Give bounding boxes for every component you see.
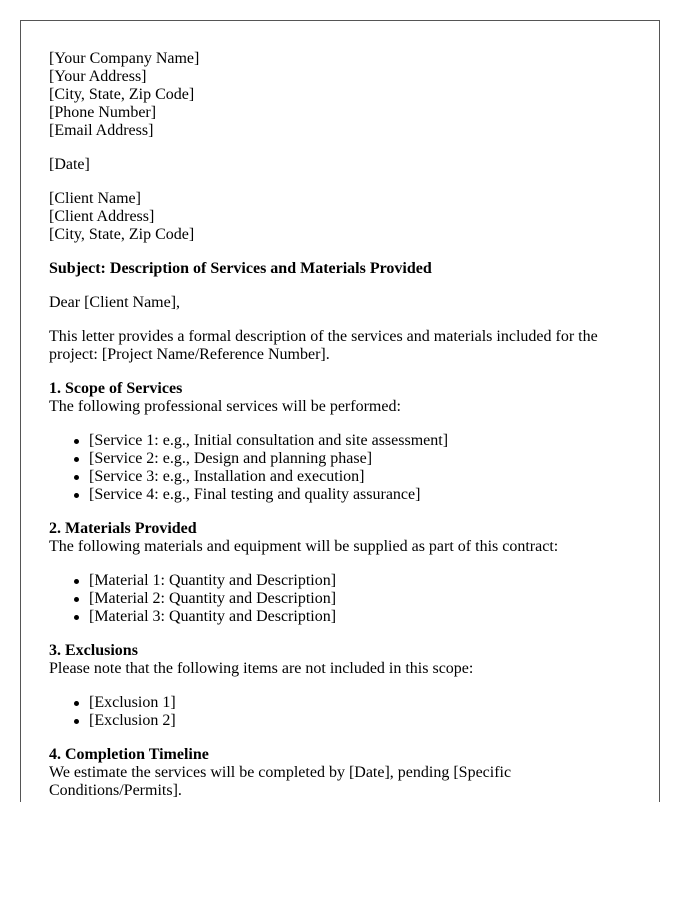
materials-list [49,572,631,626]
bullet-icon [74,615,79,620]
list-item [89,712,631,730]
list-item [89,572,631,590]
timeline-line: Conditions/Permits]. [49,782,182,799]
list-item [89,468,631,486]
section-materials-provided [49,520,631,626]
exclusions-list [49,694,631,730]
list-item [89,486,631,504]
list-item-text: [Exclusion 1] [89,694,176,711]
bullet-icon [74,457,79,462]
sender-phone: [Phone Number] [49,104,157,121]
recipient-address-block [49,190,631,244]
letter-subject: Subject: Description of Services and Materials Provided [49,260,432,277]
timeline-line: We estimate the services will be completed by [Date], pending [Specific [49,764,512,781]
section-exclusions [49,642,631,730]
list-item-text: [Material 1: Quantity and Description] [89,572,337,589]
sender-address-block [49,50,631,140]
sender-email: [Email Address] [49,122,154,139]
list-item-text: [Service 2: e.g., Design and planning phase] [89,450,373,467]
bullet-icon [74,475,79,480]
section-intro: The following materials and equipment will be supplied as part of this contract: [49,538,559,555]
list-item [89,590,631,608]
list-item-text: [Exclusion 2] [89,712,176,729]
sender-company: [Your Company Name] [49,50,200,67]
list-item [89,608,631,626]
recipient-address: [Client Address] [49,208,155,225]
recipient-city-state-zip: [City, State, Zip Code] [49,226,195,243]
recipient-name: [Client Name] [49,190,141,207]
section-completion-timeline [49,746,631,800]
intro-line: project: [Project Name/Reference Number]. [49,346,330,363]
section-intro: Please note that the following items are not included in this scope: [49,660,474,677]
list-item-text: [Service 1: e.g., Initial consultation and site assessment] [89,432,449,449]
section-heading: 2. Materials Provided [49,520,197,537]
sender-city-state-zip: [City, State, Zip Code] [49,86,195,103]
intro-line: This letter provides a formal description of the services and materials included for the [49,328,598,345]
intro-paragraph [49,328,631,364]
section-heading: 1. Scope of Services [49,380,183,397]
list-item-text: [Service 3: e.g., Installation and execution] [89,468,365,485]
bullet-icon [74,439,79,444]
bullet-icon [74,701,79,706]
list-item-text: [Material 2: Quantity and Description] [89,590,337,607]
list-item-text: [Material 3: Quantity and Description] [89,608,337,625]
list-item [89,432,631,450]
services-list [49,432,631,504]
date-block [49,156,631,174]
section-heading: 3. Exclusions [49,642,138,659]
sender-address: [Your Address] [49,68,147,85]
bullet-icon [74,579,79,584]
letter-body [21,21,659,800]
section-intro: The following professional services will be performed: [49,398,401,415]
bullet-icon [74,719,79,724]
section-scope-of-services [49,380,631,504]
salutation: Dear [Client Name], [49,294,181,311]
list-item [89,450,631,468]
letter-page [20,20,660,802]
list-item [89,694,631,712]
letter-date: [Date] [49,156,90,173]
list-item-text: [Service 4: e.g., Final testing and quality assurance] [89,486,421,503]
bullet-icon [74,597,79,602]
section-heading: 4. Completion Timeline [49,746,209,763]
bullet-icon [74,493,79,498]
